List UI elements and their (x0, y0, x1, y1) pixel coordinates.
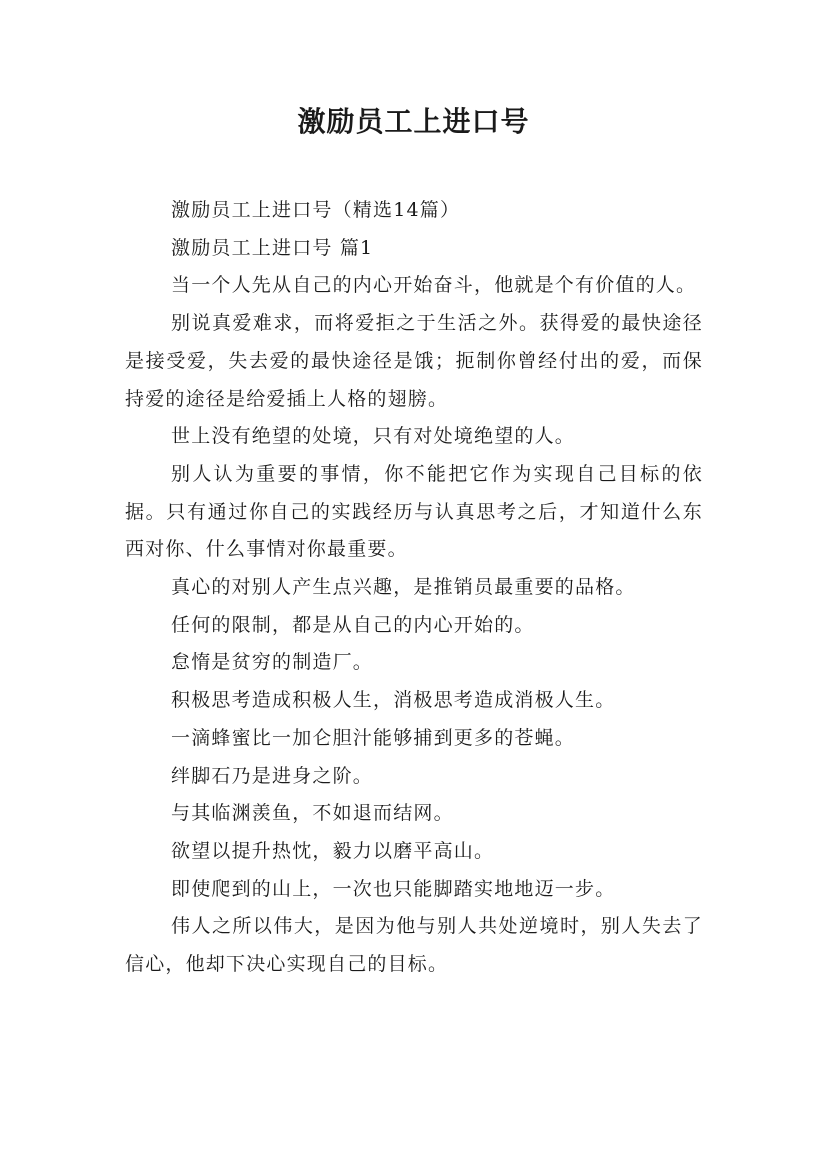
body-paragraph: 世上没有绝望的处境，只有对处境绝望的人。 (171, 425, 576, 448)
body-paragraph: 积极思考造成积极人生，消极思考造成消极人生。 (171, 689, 616, 712)
body-paragraph: 即使爬到的山上，一次也只能脚踏实地地迈一步。 (171, 877, 616, 900)
body-paragraph: 怠惰是贫穷的制造厂。 (171, 651, 374, 674)
document-body (125, 192, 703, 984)
section-heading: 激励员工上进口号 篇1 (171, 236, 374, 259)
body-paragraph: 真心的对别人产生点兴趣，是推销员最重要的品格。 (171, 576, 636, 599)
body-paragraph: 别说真爱难求，而将爱拒之于生活之外。获得爱的最快途径是接受爱，失去爱的最快途径是饿；扼制你曾经付出的爱，而保持爱的途径是给爱插上人格的翅膀。 (125, 312, 703, 410)
body-paragraph: 一滴蜂蜜比一加仑胆汁能够捕到更多的苍蝇。 (171, 726, 576, 749)
document-title: 激励员工上进口号 (297, 105, 530, 138)
body-paragraph: 与其临渊羡鱼，不如退而结网。 (171, 802, 454, 825)
body-paragraph: 欲望以提升热忱，毅力以磨平高山。 (171, 839, 495, 862)
body-paragraph: 绊脚石乃是进身之阶。 (171, 764, 374, 787)
body-paragraph: 伟人之所以伟大，是因为他与别人共处逆境时，别人失去了信心，他却下决心实现自己的目标。 (125, 915, 703, 976)
body-paragraph: 任何的限制，都是从自己的内心开始的。 (171, 613, 535, 636)
subtitle-paragraph: 激励员工上进口号（精选14篇） (171, 199, 461, 221)
body-paragraph: 当一个人先从自己的内心开始奋斗，他就是个有价值的人。 (171, 274, 697, 297)
body-paragraph: 别人认为重要的事情，你不能把它作为实现自己目标的依据。只有通过你自己的实践经历与认真思考之后，才知道什么东西对你、什么事情对你最重要。 (125, 462, 703, 561)
